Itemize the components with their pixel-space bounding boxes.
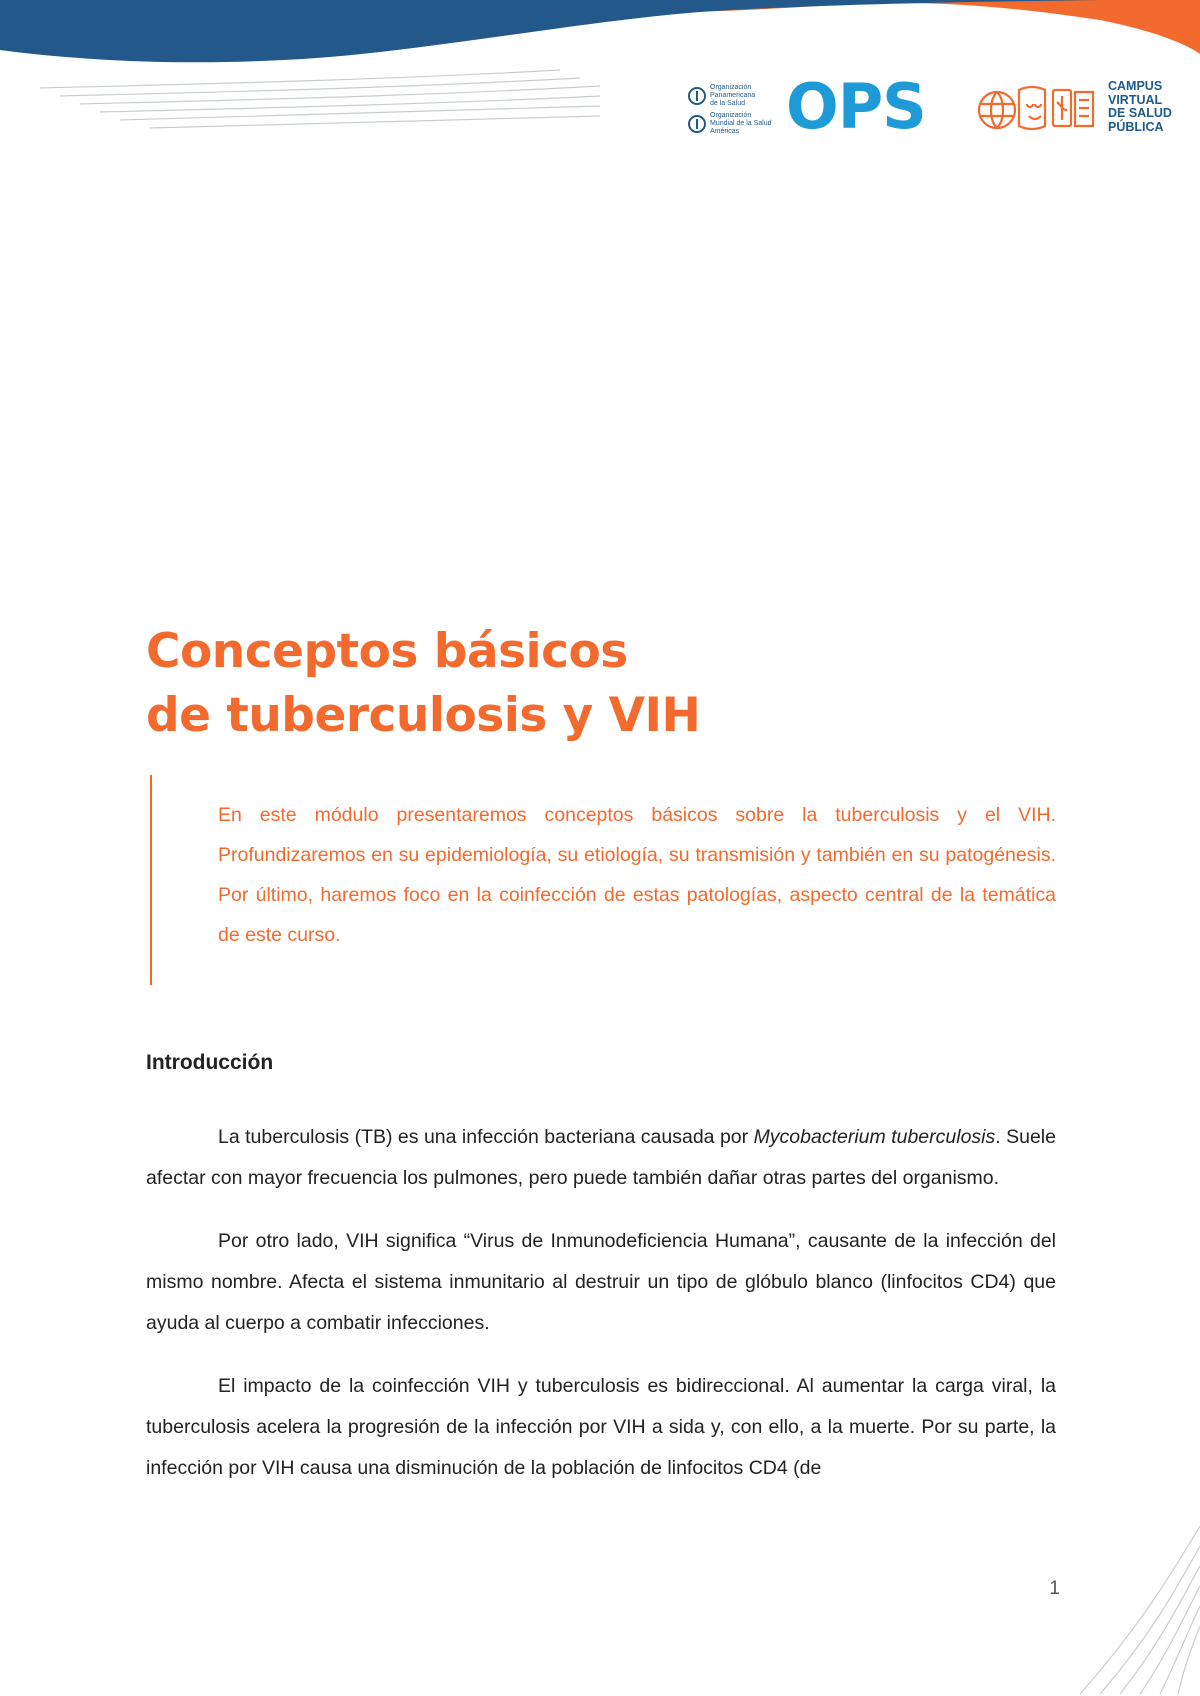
campus-line: DE SALUD: [1108, 106, 1172, 120]
title-line-1: Conceptos básicos: [146, 624, 628, 679]
paragraph-coinfeccion: El impacto de la coinfección VIH y tuberculosis es bidireccional. Al aumentar la carga viral, la tuberculosis acelera la progresión de la infección por VIH a sida y, con ello, a la muerte. Por su parte, la infección por VIH causa una disminución de la población de linfocitos CD4 (de: [146, 1375, 1056, 1479]
paragraph-vih: Por otro lado, VIH significa “Virus de Inmunodeficiencia Humana”, causante de la infección del mismo nombre. Afecta el sistema inmunitario al destruir un tipo de glóbulo blanco (linfocitos CD4) que ayuda al cuerpo a combatir infecciones.: [146, 1230, 1056, 1334]
section-heading-introduccion: Introducción: [146, 1051, 274, 1074]
abstract-text: En este módulo presentaremos conceptos básicos sobre la tuberculosis y el VIH. Profundizaremos en su epidemiología, su etiología, su transmisión y también en su patogénesis. Por último, haremos foco en la coinfección de estas patologías, aspecto central de la temática de este curso.: [218, 804, 1056, 946]
paho-name: Organización Panamericana de la Salud: [710, 84, 756, 107]
who-emblem-icon: [688, 115, 706, 133]
title-line-2: de tuberculosis y VIH: [146, 688, 701, 743]
campus-virtual-logo-text: [1108, 80, 1172, 134]
paragraph-text: La tuberculosis (TB) es una infección bacteriana causada por: [218, 1126, 754, 1148]
paho-logo: [688, 82, 788, 142]
paragraph-tuberculosis: [146, 1117, 1056, 1199]
logo-bar: [688, 70, 1188, 146]
body-text: [146, 1117, 1056, 1511]
page-title: [146, 620, 700, 748]
campus-line: VIRTUAL: [1108, 92, 1163, 107]
who-name: Organización Mundial de la Salud Américas: [710, 112, 772, 135]
page-number: 1: [1049, 1578, 1060, 1599]
paho-emblem-icon: [688, 87, 706, 105]
campus-emblem-icon: [975, 80, 1097, 138]
campus-line: PÚBLICA: [1108, 119, 1164, 134]
species-name: Mycobacterium tuberculosis: [753, 1126, 996, 1148]
campus-line: CAMPUS: [1108, 79, 1163, 93]
paragraph-text: . Suele afectar con mayor frecuencia los pulmones, pero puede también dañar otras partes del organismo.: [146, 1126, 1056, 1189]
abstract-accent-bar: [150, 775, 152, 985]
footer-wave-decoration: [1060, 1516, 1200, 1696]
ops-logo: OPS: [786, 70, 926, 143]
